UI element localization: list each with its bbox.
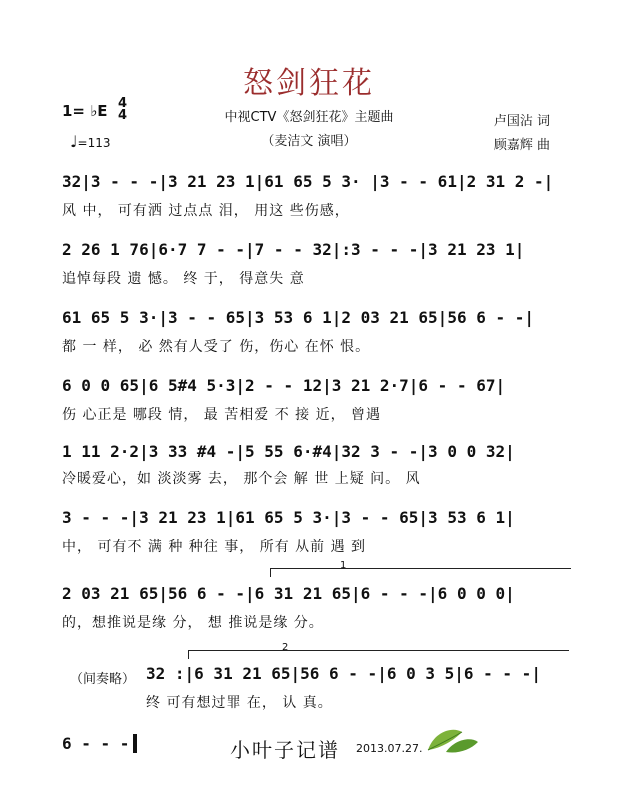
- notation-row: 32|3 - - -|3 21 23 1|61 65 5 3· |3 - - 61|2 31 2 -|: [62, 172, 554, 191]
- lyric-row: 风 中， 可有洒 过点点 泪， 用这 些伤感，: [62, 203, 350, 219]
- notation-row: 61 65 5 3·|3 - - 65|3 53 6 1|2 03 21 65|56 6 - -|: [62, 308, 535, 327]
- lyric-row: 的，想推说是缘 分， 想 推说是缘 分。: [62, 615, 324, 631]
- volta-bracket-2: [188, 650, 569, 659]
- lyric-row: 追悼每段 遗 憾。 终 于， 得意失 意: [62, 271, 305, 287]
- meter-bottom: 4: [118, 108, 128, 123]
- subtitle: 中视CTV《怒剑狂花》主题曲: [224, 110, 394, 125]
- lyric-row: 冷暖爱心，如 淡淡雾 去， 那个会 解 世 上疑 问。 风: [62, 471, 421, 487]
- meter-top: 4: [118, 96, 128, 111]
- lyric-row: 中， 可有不 满 种 种往 事， 所有 从前 遇 到: [62, 539, 367, 555]
- notation-row-final: 6 - - -: [62, 734, 137, 753]
- volta-number-1: 1: [340, 560, 347, 571]
- notation-row: 32 :|6 31 21 65|56 6 - -|6 0 3 5|6 - - -|: [146, 664, 541, 683]
- leaf-icon: [424, 722, 480, 756]
- song-title: 怒剑狂花: [243, 66, 375, 101]
- notation-row: 2 26 1 76|6·7 7 - -|7 - - 32|:3 - - -|3 21 23 1|: [62, 240, 525, 259]
- notation-row: 3 - - -|3 21 23 1|61 65 5 3·|3 - - 65|3 53 6 1|: [62, 508, 515, 527]
- notation-row: 2 03 21 65|56 6 - -|6 31 21 65|6 - - -|6 0 0 0|: [62, 584, 515, 603]
- key-signature: 1= ♭E: [62, 102, 108, 120]
- lyric-row: 都 一 样， 必 然有人受了 伤，伤心 在怀 恨。: [62, 339, 371, 355]
- lyric-row: 终 可有想过罪 在， 认 真。: [146, 695, 333, 711]
- singer: （麦洁文 演唱）: [261, 134, 357, 149]
- volta-number-2: 2: [282, 642, 289, 653]
- transcriber-signature: 小叶子记谱: [230, 738, 340, 762]
- volta-bracket-1: [270, 568, 571, 577]
- lyric-row: 伤 心正是 哪段 情， 最 苦相爱 不 接 近， 曾遇: [62, 407, 382, 423]
- interlude-label: （间奏略）: [70, 672, 136, 687]
- composer: 顾嘉辉 曲: [493, 138, 550, 153]
- notation-row: 6 0 0 65|6 5#4 5·3|2 - - 12|3 21 2·7|6 - - 67|: [62, 376, 506, 395]
- lyricist: 卢国沾 词: [493, 114, 550, 129]
- notation-row: 1 11 2·2|3 33 #4 -|5 55 6·#4|32 3 - -|3 0 0 32|: [62, 442, 515, 461]
- quarter-note-icon: ♩: [70, 132, 78, 151]
- tempo-value: =113: [77, 136, 111, 150]
- transcription-date: 2013.07.27.: [356, 742, 423, 755]
